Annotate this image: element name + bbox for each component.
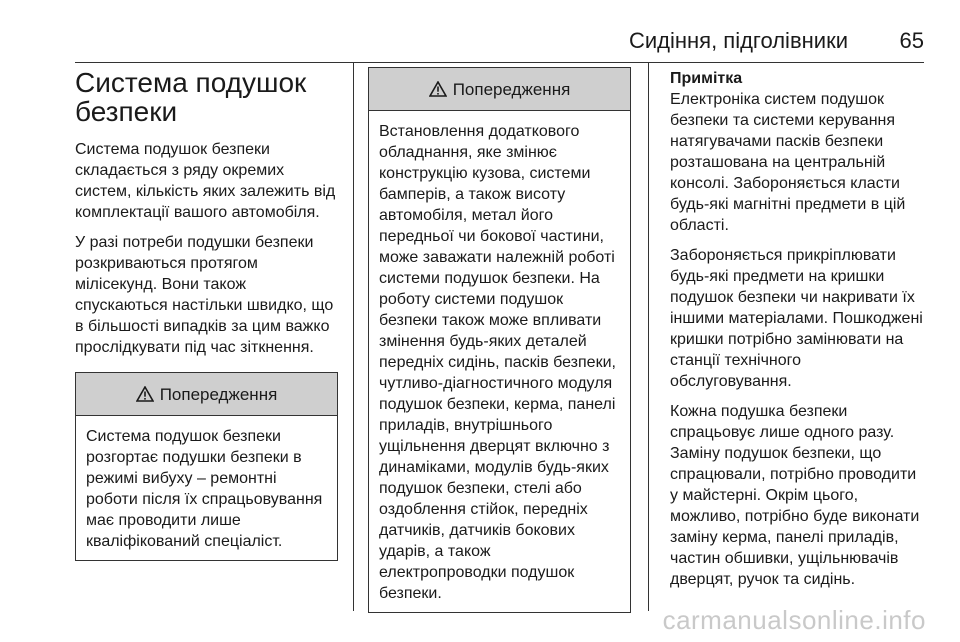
warning-text: Система подушок безпеки розгортає подушки безпеки в режимі вибуху – ремонтні роботи після їх спрацьовування має проводити лише кваліфікований спеціаліст.: [86, 428, 323, 550]
header-rule: [75, 62, 924, 63]
warning-title: Попередження: [452, 79, 571, 99]
paragraph-covers: Забороняється прикріплювати будь-які предмети на кришки подушок безпеки чи накривати їх іншими матеріалами. Пошкоджені кришки потрібно замінювати на станції технічного обслуговування.: [670, 247, 923, 390]
warning-box-middle: [368, 67, 631, 613]
warning-text: Встановлення додаткового обладнання, яке змінює конструкцію кузова, системи бамперів, а також висоту автомобіля, метал його передньої чи бокової частини, може заважати належній роботі системи подушок безпеки. На роботу системи подушок безпеки також може впливати змінення будь-яких деталей передніх сидінь, пасків безпеки, чутливо-діагностичного модуля подушок безпеки, керма, панелі приладів, внутрішнього ущільнення дверцят включно з динаміками, модулів будь-яких подушок безпеки, стелі або оздоблення стійок, передніх датчиків, датчиків бокових ударів, а також електропроводки подушок безпеки.: [379, 123, 616, 602]
paragraph-replacement: Кожна подушка безпеки спрацьовує лише одного разу. Заміну подушок безпеки, що спрацювали, потрібно проводити у майстерні. Окрім цього, можливо, потрібно буде виконати заміну керма, панелі приладів, частин обшивки, ущільнювачів дверцят, ручок та сидінь.: [670, 403, 920, 588]
column-divider-2: [648, 63, 649, 611]
note-paragraph: Примітка Електроніка систем подушок безпеки та системи керування натягувачами пасків безпеки розташована на центральній консолі. Забороняється класти будь-які магнітні предмети в цій області.: [670, 70, 906, 234]
page-number: 65: [899, 28, 924, 53]
column-divider-1: [353, 63, 354, 611]
warning-title: Попередження: [159, 384, 278, 404]
running-title: Сидіння, підголівники: [628, 28, 848, 53]
warning-box-left: [75, 372, 338, 561]
warning-triangle-icon: [136, 386, 154, 402]
warning-triangle-icon: [429, 81, 447, 97]
right-column: [670, 68, 940, 599]
page-header: [0, 26, 960, 56]
note-title: Примітка: [670, 70, 743, 87]
middle-column: [368, 67, 633, 613]
watermark: carmanualsonline.info: [662, 605, 926, 635]
warning-header: [76, 373, 337, 416]
section-title: Система подушок безпеки: [75, 67, 307, 127]
paragraph-2: У разі потреби подушки безпеки розкриваються протягом мілісекунд. Вони також спускаються настільки швидко, що в більшості випадків за цим важко прослідкувати під час зіткнення.: [75, 234, 334, 356]
warning-header: [369, 68, 630, 111]
paragraph-1: Система подушок безпеки складається з ряду окремих систем, кількість яких залежить від комплектації вашого автомобіля.: [75, 141, 336, 221]
left-column: [75, 68, 340, 561]
